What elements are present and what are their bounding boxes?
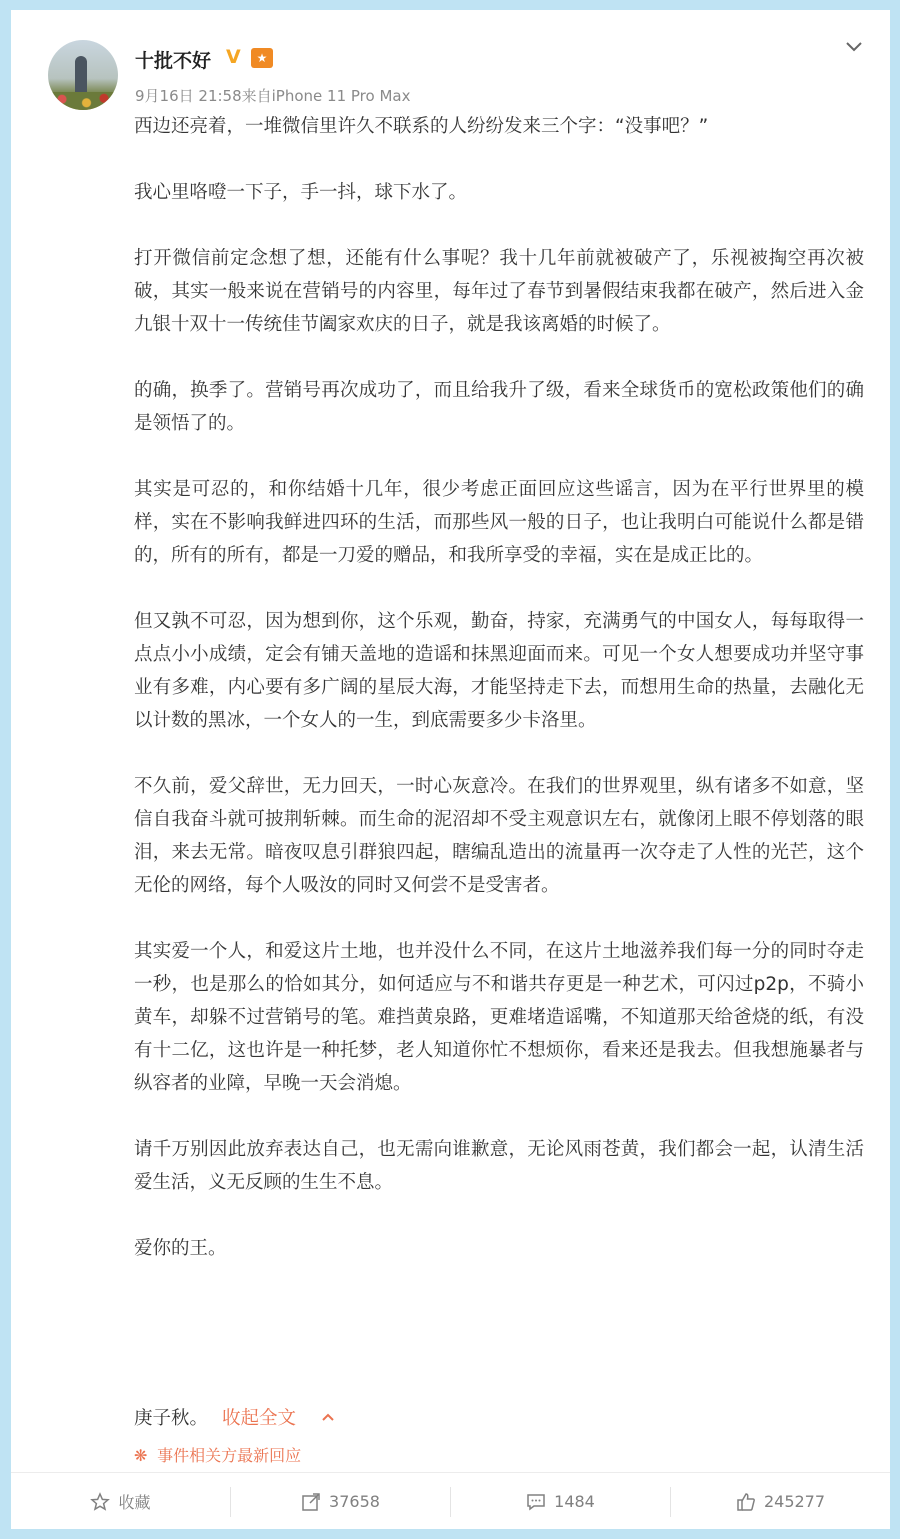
chevron-down-icon[interactable] [844,36,864,56]
member-badge-icon: ★ [251,48,273,68]
paragraph: 爱你的王。 [134,1238,227,1259]
chevron-up-icon[interactable] [321,1412,335,1422]
weibo-post-card [11,10,890,1529]
paragraph: 我心里咯噔一下子，手一抖，球下水了。 [134,182,468,203]
repost-count: 37658 [329,1492,380,1511]
comment-icon [526,1492,546,1512]
paragraph: 西边还亮着，一堆微信里许久不联系的人纷纷发来三个字：“没事吧？” [134,116,709,137]
paragraph: 但又孰不可忍，因为想到你，这个乐观，勤奋，持家，充满勇气的中国女人，每每取得一点点小小成绩，定会有铺天盖地的造谣和抹黑迎面而来。可见一个女人想要成功并坚守事业有多难，内心要有多广阔的星辰大海，才能坚持走下去，而想用生命的热量，去融化无以计数的黑冰，一个女人的一生，到底需要多少卡洛里。 [134,611,864,731]
comment-button[interactable] [451,1473,670,1530]
signature: 庚子秋。 [134,1408,209,1429]
author-avatar[interactable] [48,40,118,110]
like-count: 245277 [763,1492,826,1511]
event-update-link[interactable] [134,1443,301,1466]
paragraph: 打开微信前定念想了想，还能有什么事呢？我十几年前就被破产了，乐视被掏空再次被破，其实一般来说在营销号的内容里，每年过了春节到暑假结束我都在破产，然后进入金九银十双十一传统佳节阖家欢庆的日子，就是我该离婚的时候了。 [134,248,864,335]
action-bar [11,1472,890,1530]
repost-button[interactable] [231,1473,450,1530]
paragraph: 其实爱一个人，和爱这片土地，也并没什么不同，在这片土地滋养我们每一分的同时夺走一秒，也是那么的恰如其分，如何适应与不和谐共存更是一种艺术，可闪过p2p，不骑小黄车，却躲不过营销号的笔。难挡黄泉路，更难堵造谣嘴，不知道那天给爸烧的纸，有没有十二亿，这也许是一种托梦，老人知道你忙不想烦你，看来还是我去。但我想施暴者与纵容者的业障，早晚一天会消熄。 [134,941,864,1094]
paragraph: 请千万别因此放弃表达自己，也无需向谁歉意，无论风雨苍黄，我们都会一起，认清生活爱生活，义无反顾的生生不息。 [134,1139,864,1193]
author-name[interactable]: 十批不好 [135,50,212,72]
paragraph: 的确，换季了。营销号再次成功了，而且给我升了级，看来全球货币的宽松政策他们的确是领悟了的。 [134,380,864,434]
favorite-label: 收藏 [118,1493,151,1512]
post-content [134,110,864,1298]
like-button[interactable] [671,1473,890,1530]
post-meta: 9月16日 21:58来自iPhone 11 Pro Max [135,87,411,105]
verified-badge-icon: V [226,46,241,68]
repost-icon [301,1492,321,1512]
paragraph: 其实是可忍的，和你结婚十几年，很少考虑正面回应这些谣言，因为在平行世界里的模样，实在不影响我鲜进四环的生活，而那些风一般的日子，也让我明白可能说什么都是错的，所有的所有，都是一刀爱的赠品，和我所享受的幸福，实在是成正比的。 [134,479,864,566]
collapse-link[interactable]: 收起全文 [222,1408,297,1429]
favorite-button[interactable] [11,1473,230,1530]
event-label: 事件相关方最新回应 [157,1446,302,1465]
star-icon [90,1492,110,1512]
thumbs-up-icon [736,1492,756,1512]
paragraph: 不久前，爱父辞世，无力回天，一时心灰意冷。在我们的世界观里，纵有诸多不如意，坚信自我奋斗就可披荆斩棘。而生命的泥沼却不受主观意识左右，就像闭上眼不停划落的眼泪，来去无常。暗夜叹息引群狼四起，瞎编乱造出的流量再一次夺走了人性的光芒，这个无伦的网络，每个人吸汝的同时又何尝不是受害者。 [134,776,864,896]
comment-count: 1484 [554,1492,595,1511]
sparkle-icon: ❋ [134,1446,148,1465]
